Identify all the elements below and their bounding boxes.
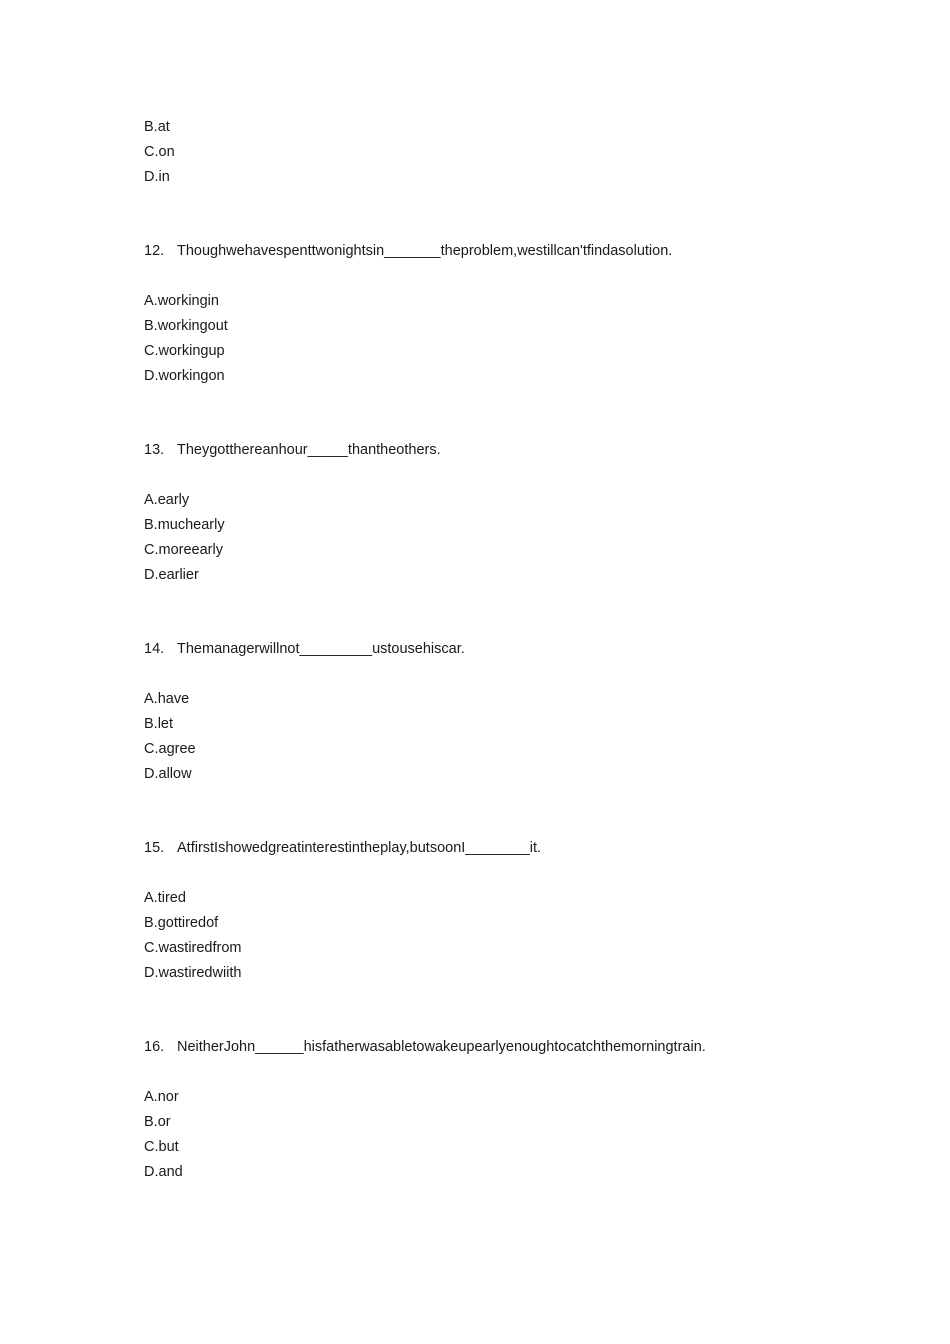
question-stem [144, 640, 465, 658]
option-item: B.gottiredof [144, 915, 219, 931]
option-item: A.nor [144, 1089, 179, 1105]
question-number: 12. [144, 243, 165, 259]
question-number: 16. [144, 1039, 165, 1055]
question-text: AtfirstIshowedgreatinterestintheplay,butsoonI________it. [177, 840, 542, 856]
option-item: B.or [144, 1114, 171, 1130]
option-item: C.wastiredfrom [144, 940, 242, 956]
question-text: NeitherJohn______hisfatherwasabletowakeupearlyenoughtocatchthemorningtrain. [177, 1039, 706, 1055]
question-number: 13. [144, 442, 165, 458]
option-item: A.early [144, 492, 190, 508]
option-item: D.and [144, 1164, 183, 1180]
option-item: D.in [144, 169, 170, 185]
option-item: B.let [144, 716, 174, 732]
option-item: C.agree [144, 741, 196, 757]
option-item: D.earlier [144, 567, 199, 583]
question-text: Themanagerwillnot_________ustousehiscar. [177, 641, 465, 657]
question-text: Theygotthereanhour_____thantheothers. [177, 442, 441, 458]
option-item: A.tired [144, 890, 186, 906]
option-item: C.workingup [144, 343, 225, 359]
option-item: B.at [144, 119, 170, 135]
option-item: B.muchearly [144, 517, 225, 533]
option-item: C.on [144, 144, 175, 160]
option-item: A.workingin [144, 293, 219, 309]
option-item: C.but [144, 1139, 179, 1155]
option-item: D.allow [144, 766, 192, 782]
option-item: D.wastiredwiith [144, 965, 242, 981]
question-stem [144, 839, 541, 857]
option-item: D.workingon [144, 368, 225, 384]
question-stem [144, 441, 441, 459]
question-number: 14. [144, 641, 165, 657]
option-item: B.workingout [144, 318, 228, 334]
question-stem [144, 242, 672, 260]
option-item: A.have [144, 691, 190, 707]
question-stem [144, 1038, 706, 1056]
question-text: Thoughwehavespenttwonightsin_______theproblem,westillcan'tfindasolution. [177, 243, 673, 259]
option-item: C.moreearly [144, 542, 223, 558]
question-number: 15. [144, 840, 165, 856]
